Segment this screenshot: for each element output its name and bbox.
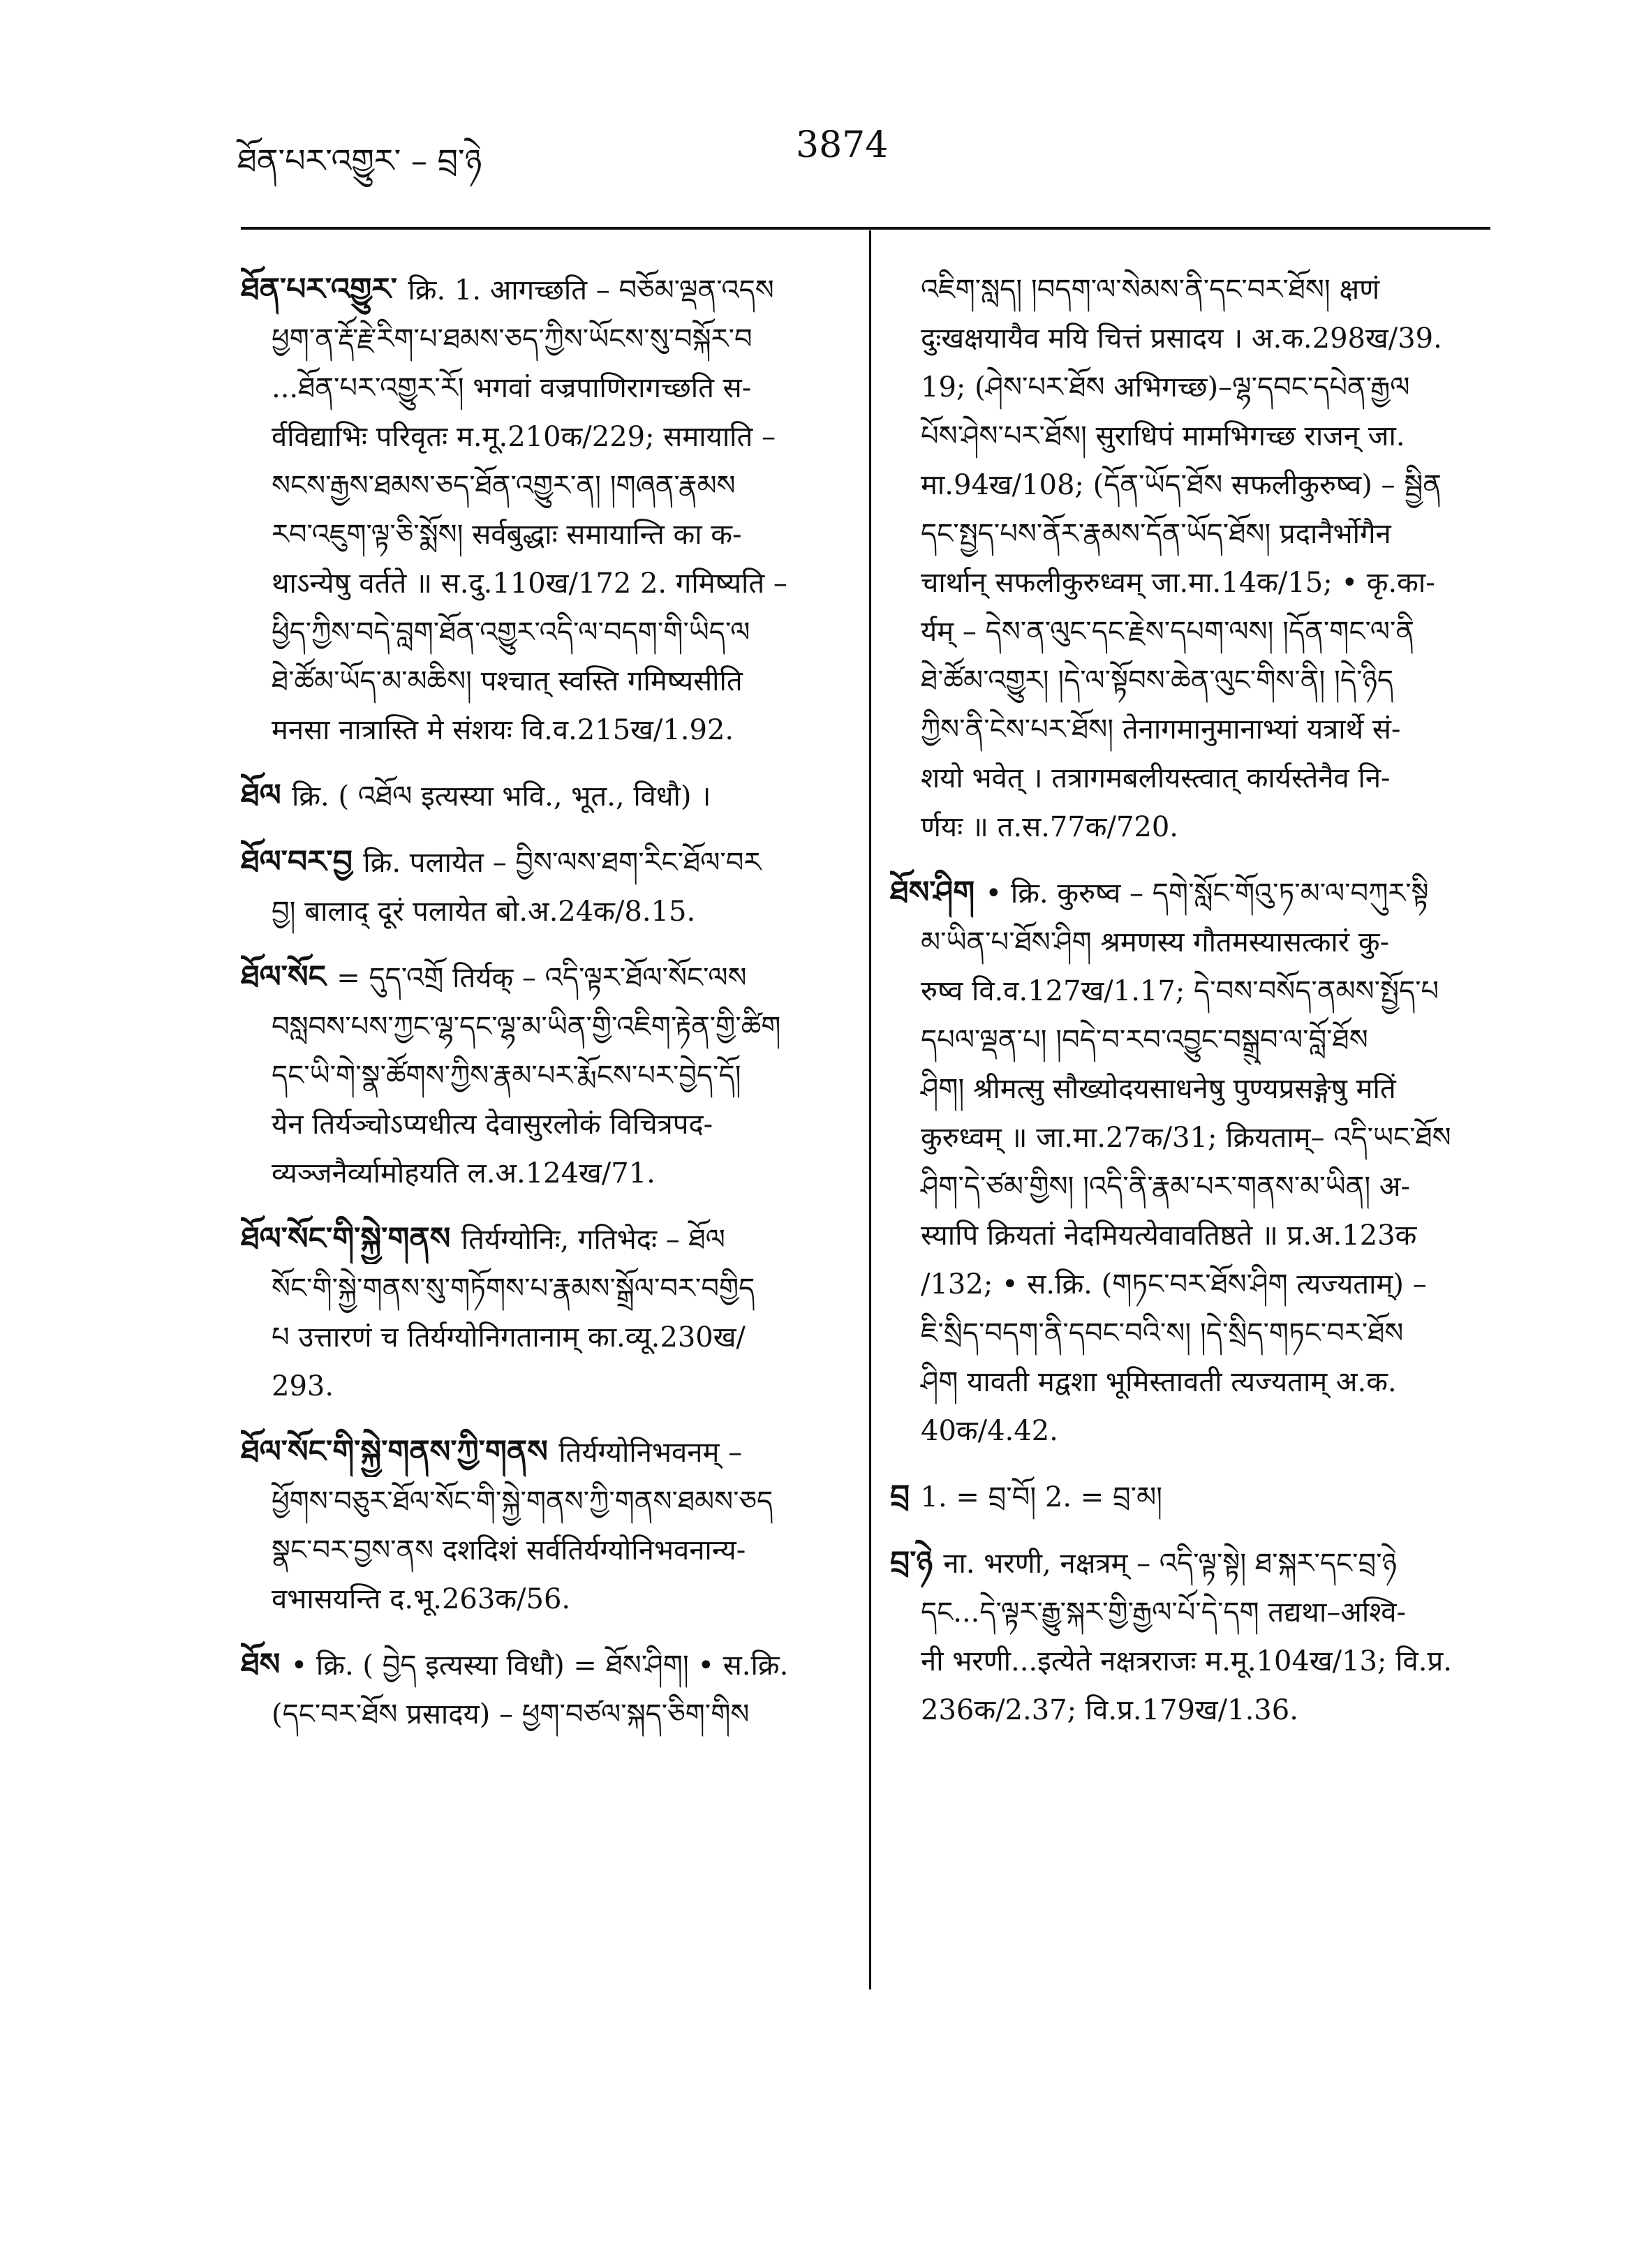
entry-line (890, 1686, 1497, 1735)
entry-line (241, 608, 848, 657)
entry-text: मनसा नात्रास्ति मे संशयः वि.व.215ख/1.92. (272, 714, 734, 746)
entry-text: 1. = བྲ་བོ། 2. = བྲ་མ། (920, 1481, 1163, 1513)
entry-text: ཐེ་ཚོམ་ཡོད་མ་མཆིས། पश्चात् स्वस्ति गमिष्यसीति (272, 665, 743, 697)
entry-text: = དུད་འགྲོ तिर्यक् – འདི་ལྟར་ཐོལ་སོང་ལས (336, 962, 747, 994)
entry-line (241, 315, 848, 364)
entry-text: ཇི་སྲིད་བདག་ནི་དབང་བའི་ས། །དེ་སྲིད་གཏང་བར་ཐོས (921, 1317, 1404, 1349)
entry-text: ཤིག། श्रीमत्सु सौख्योदयसाधनेषु पुण्यप्रसङ्गेषु मतिं (921, 1073, 1396, 1105)
entry-line (241, 1264, 848, 1313)
dictionary-entry (890, 265, 1497, 852)
entry-line (241, 1640, 848, 1690)
entry-line (890, 656, 1497, 705)
entry-text: व्यञ्जनैर्व्यामोहयति ल.अ.124ख/71. (272, 1157, 655, 1189)
entry-line (241, 1002, 848, 1051)
entry-line (890, 1588, 1497, 1637)
entry-text: • क्रि. कुरुष्व – དགེ་སློང་གོའུ་ཏ་མ་ལ་བཀུར་སྟི (985, 877, 1429, 910)
entry-line (890, 314, 1497, 363)
entry-line (890, 918, 1497, 967)
entry-line (241, 1526, 848, 1575)
entry-text: བྱ། बालाद् दूरं पलायेत बो.अ.24क/8.15. (272, 896, 696, 928)
entry-text: क्रि. ( འཐོལ इत्यस्या भवि., भूत., विधौ) । (291, 780, 711, 813)
dictionary-entry (241, 1215, 848, 1411)
left-column (241, 265, 848, 1756)
entry-text: དང་ཡི་གེ་སྣ་ཚོགས་ཀྱིས་རྣམ་པར་རྨོངས་པར་བྱེད་དོ། (272, 1060, 741, 1092)
dictionary-entry (890, 868, 1497, 1455)
entry-text: नी भरणी...इत्येते नक्षत्रराजः म.मू.104ख/13; वि.प्र. (921, 1645, 1452, 1677)
entry-text: तिर्यग्योनिः, गतिभेदः – ཐོལ (461, 1224, 725, 1256)
entry-line (890, 967, 1497, 1016)
entry-text: སོང་གི་སྐྱེ་གནས་སུ་གཏོགས་པ་རྣམས་སྒྲོལ་བར་བགྱིད (272, 1273, 755, 1305)
headword: བྲ་ཉེ (890, 1545, 944, 1580)
entry-text: ...ཐོན་པར་འགྱུར་རོ། भगवां वज्रपाणिरागच्छति स- (272, 372, 752, 404)
entry-line (890, 1407, 1497, 1455)
entry-line (890, 1113, 1497, 1162)
running-head: ཐོན་པར་འགྱུར་ – བྲ་ཉེ (237, 142, 482, 179)
entry-text: བསླབས་པས་ཀྱང་ལྷ་དང་ལྷ་མ་ཡིན་གྱི་འཇིག་རྟེན་གྱི་ཚིག (272, 1011, 781, 1043)
entry-text: ཕྱིད་ཀྱིས་བདེ་བླག་ཐོན་འགྱུར་འདི་ལ་བདག་གི་ཡིད་ལ (272, 616, 750, 648)
entry-text: 40क/4.42. (921, 1415, 1058, 1447)
entry-text: ཕྱོགས་བཅུར་ཐོལ་སོང་གི་སྐྱེ་གནས་ཀྱི་གནས་ཐམས་ཅད (272, 1485, 773, 1518)
entry-line (890, 803, 1497, 852)
entry-line (890, 265, 1497, 314)
entry-line (890, 868, 1497, 918)
entry-text: ཐེ་ཚོམ་འགྱུར། །དེ་ལ་སྟོབས་ཆེན་ལུང་གིས་ནི། །དེ་ཉིད (921, 665, 1394, 697)
entry-line (890, 1358, 1497, 1407)
entry-line (890, 558, 1497, 607)
entry-text: ཤིག यावती मद्वशा भूमिस्तावती त्यज्यताम् अ.क. (921, 1366, 1397, 1398)
entry-text: क्रि. 1. आगच्छति – བཅོམ་ལྡན་འདས (408, 274, 774, 306)
headword: ཐོས་ཤིག (890, 875, 986, 910)
dictionary-entry (241, 771, 848, 821)
entry-line (890, 1211, 1497, 1260)
entry-line (241, 413, 848, 461)
dictionary-entry (890, 1539, 1497, 1735)
entry-text: चार्थान् सफलीकुरुध्वम् जा.मा.14क/15; • कृ.का- (921, 567, 1435, 599)
entry-text: 293. (272, 1370, 334, 1402)
entry-text: कुरुध्वम् ॥ जा.मा.27क/31; क्रियताम्– འདི་ཡང་ཐོས (921, 1122, 1451, 1154)
entry-line (890, 510, 1497, 558)
entry-text: པོས་ཤེས་པར་ཐོས། सुराधिपं मामभिगच्छ राजन् जा. (921, 420, 1405, 452)
headword: ཐོས (241, 1647, 291, 1682)
entry-line (241, 265, 848, 315)
entry-text: དང...དེ་ལྟར་རྒྱུ་སྐར་གྱི་རྒྱལ་པོ་དེ་དག तद्यथा–अश्वि- (921, 1596, 1406, 1629)
entry-text: ཕྱག་ན་རྡོ་རྗེ་རིག་པ་ཐམས་ཅད་ཀྱིས་ཡོངས་སུ་བསྐོར་བ (272, 323, 753, 355)
entry-text: དང་སྤྱད་པས་ནོར་རྣམས་དོན་ཡོད་ཐོས། प्रदानैर्भोगैन (921, 518, 1391, 550)
headword: བྲ (890, 1478, 921, 1514)
entry-text: ཀྱིས་ནི་ངེས་པར་ཐོས། तेनागमानुमानाभ्यां यत्रार्थे सं- (921, 713, 1401, 746)
entry-line (241, 559, 848, 608)
entry-text: स्यापि क्रियतां नेदमियत्येवावतिष्ठते ॥ प्र.अ.123क (921, 1220, 1417, 1252)
headword: ཐོན་པར་འགྱུར་ (241, 272, 408, 307)
entry-text: र्वविद्याभिः परिवृतः म.मू.210क/229; समायाति – (272, 421, 776, 453)
entry-text: थाऽन्येषु वर्तते ॥ स.दु.110ख/172 2. गमिष्यति – (272, 568, 787, 600)
entry-line (241, 953, 848, 1002)
entry-line (241, 771, 848, 821)
entry-line (890, 1162, 1497, 1211)
entry-line (241, 510, 848, 559)
dictionary-entry (241, 953, 848, 1198)
entry-line (241, 1051, 848, 1100)
headword: ཐོལ་སོང་གི་སྐྱེ་གནས (241, 1221, 461, 1257)
entry-line (241, 838, 848, 887)
entry-line (890, 1637, 1497, 1686)
entry-line (890, 607, 1497, 656)
entry-text: /132; • स.क्रि. (གཏང་བར་ཐོས་ཤིག त्यज्यताम्) – (921, 1268, 1427, 1300)
page-number: 3874 (796, 124, 889, 166)
entry-line (890, 1065, 1497, 1113)
headword: ཐོལ་སོང (241, 959, 337, 995)
entry-text: क्रि. पलायेत – བྱིས་ལས་ཐག་རིང་ཐོལ་བར (363, 847, 762, 879)
entry-line (890, 754, 1497, 803)
entry-text: र्णयः ॥ त.स.77क/720. (921, 811, 1179, 843)
dictionary-entry (241, 838, 848, 936)
entry-line (890, 1260, 1497, 1309)
entry-text: येन तिर्यञ्चोऽप्यधीत्य देवासुरलोकं विचित्रपद- (272, 1109, 713, 1141)
entry-line (241, 887, 848, 936)
dictionary-entry (241, 265, 848, 755)
entry-text: 19; (ཤེས་པར་ཐོས अभिगच्छ)–ལྷ་དབང་དཔེན་རྒྱལ (921, 371, 1410, 403)
entry-line (241, 1428, 848, 1477)
entry-line (241, 1313, 848, 1362)
entry-line (241, 1477, 848, 1526)
entry-line (241, 1690, 848, 1739)
entry-text: रुष्व वि.व.127ख/1.17; དེ་བས་བསོད་ནམས་སྤྱོད་པ (921, 975, 1439, 1007)
header-rule (241, 227, 1490, 230)
entry-line (241, 657, 848, 706)
entry-text: རབ་འཇུག་ལྟ་ཅི་སྨོས། सर्वबुद्धाः समायान्ति का क- (272, 519, 742, 551)
entry-text: ཤིག་དེ་ཙམ་གྱིས། །འདི་ནི་རྣམ་པར་གནས་མ་ཡིན། अ- (921, 1171, 1410, 1203)
entry-line (241, 1149, 848, 1198)
dictionary-entry (890, 1472, 1497, 1522)
entry-text: སྣང་བར་བྱས་ནས दशदिशं सर्वतिर्यग्योनिभवनान्य- (272, 1534, 746, 1566)
entry-line (241, 364, 848, 413)
entry-text: • क्रि. ( བྱེད इत्यस्या विधौ) = ཐོས་ཤིག། • स.क्रि. (290, 1650, 789, 1682)
entry-line (241, 1100, 848, 1149)
entry-text: शयो भवेत् । तत्रागमबलीयस्त्वात् कार्यस्तेनैव नि- (921, 762, 1391, 794)
entry-line (890, 1472, 1497, 1522)
entry-line (890, 461, 1497, 510)
entry-line (890, 705, 1497, 754)
entry-line (890, 363, 1497, 412)
entry-text: वभासयन्ति द.भू.263क/56. (272, 1583, 571, 1615)
entry-text: 236क/2.37; वि.प्र.179ख/1.36. (921, 1694, 1298, 1726)
entry-text: སངས་རྒྱས་ཐམས་ཅད་ཐོན་འགྱུར་ན། །གཞན་རྣམས (272, 470, 736, 502)
entry-text: པ उत्तारणं च तिर्यग्योनिगतानाम् का.व्यू.230ख/ (272, 1321, 746, 1354)
entry-line (241, 1215, 848, 1264)
entry-text: मा.94ख/108; (དོན་ཡོད་ཐོས सफलीकुरुष्व) – སྦྱིན (921, 469, 1442, 501)
entry-line (890, 412, 1497, 461)
entry-text: दुःखक्षयायैव मयि चित्तं प्रसादय । अ.क.298ख/39. (921, 323, 1442, 355)
entry-text: (དང་བར་ཐོས प्रसादय) – ཕྱག་བཙལ་སྐད་ཅིག་གིས (272, 1698, 750, 1730)
entry-line (241, 1362, 848, 1411)
right-column (890, 265, 1497, 1751)
headword: ཐོལ (241, 778, 292, 813)
entry-line (890, 1016, 1497, 1065)
entry-line (890, 1309, 1497, 1358)
entry-line (241, 1575, 848, 1624)
entry-text: མ་ཡིན་པ་ཐོས་ཤིག श्रमणस्य गौतमस्यासत्कारं कु- (921, 926, 1390, 958)
entry-line (890, 1539, 1497, 1588)
entry-text: འཇིག་སླད། །བདག་ལ་སེམས་ནི་དང་བར་ཐོས། क्षणं (921, 274, 1380, 306)
entry-text: तिर्यग्योनिभवनम् – (558, 1437, 743, 1469)
headword: ཐོལ་བར་བྱ (241, 844, 364, 880)
dictionary-entry (241, 1640, 848, 1739)
headword: ཐོལ་སོང་གི་སྐྱེ་གནས་ཀྱི་གནས (241, 1434, 559, 1469)
entry-text: ना. भरणी, नक्षत्रम् – འདི་ལྟ་སྟེ། ཐ་སྐར་དང་བྲ་ཉེ (943, 1548, 1397, 1580)
entry-text: र्यम् – དེས་ན་ལུང་དང་རྗེས་དཔག་ལས། །དོན་གང་ལ་ནི (921, 616, 1415, 648)
column-divider (869, 230, 871, 1989)
dictionary-entry (241, 1428, 848, 1624)
entry-line (241, 461, 848, 510)
entry-text: དཔལ་ལྡན་པ། །བདེ་བ་རབ་འབྱུང་བསྒྲུབ་ལ་བློ་ཐོས (921, 1024, 1368, 1056)
entry-line (241, 706, 848, 755)
